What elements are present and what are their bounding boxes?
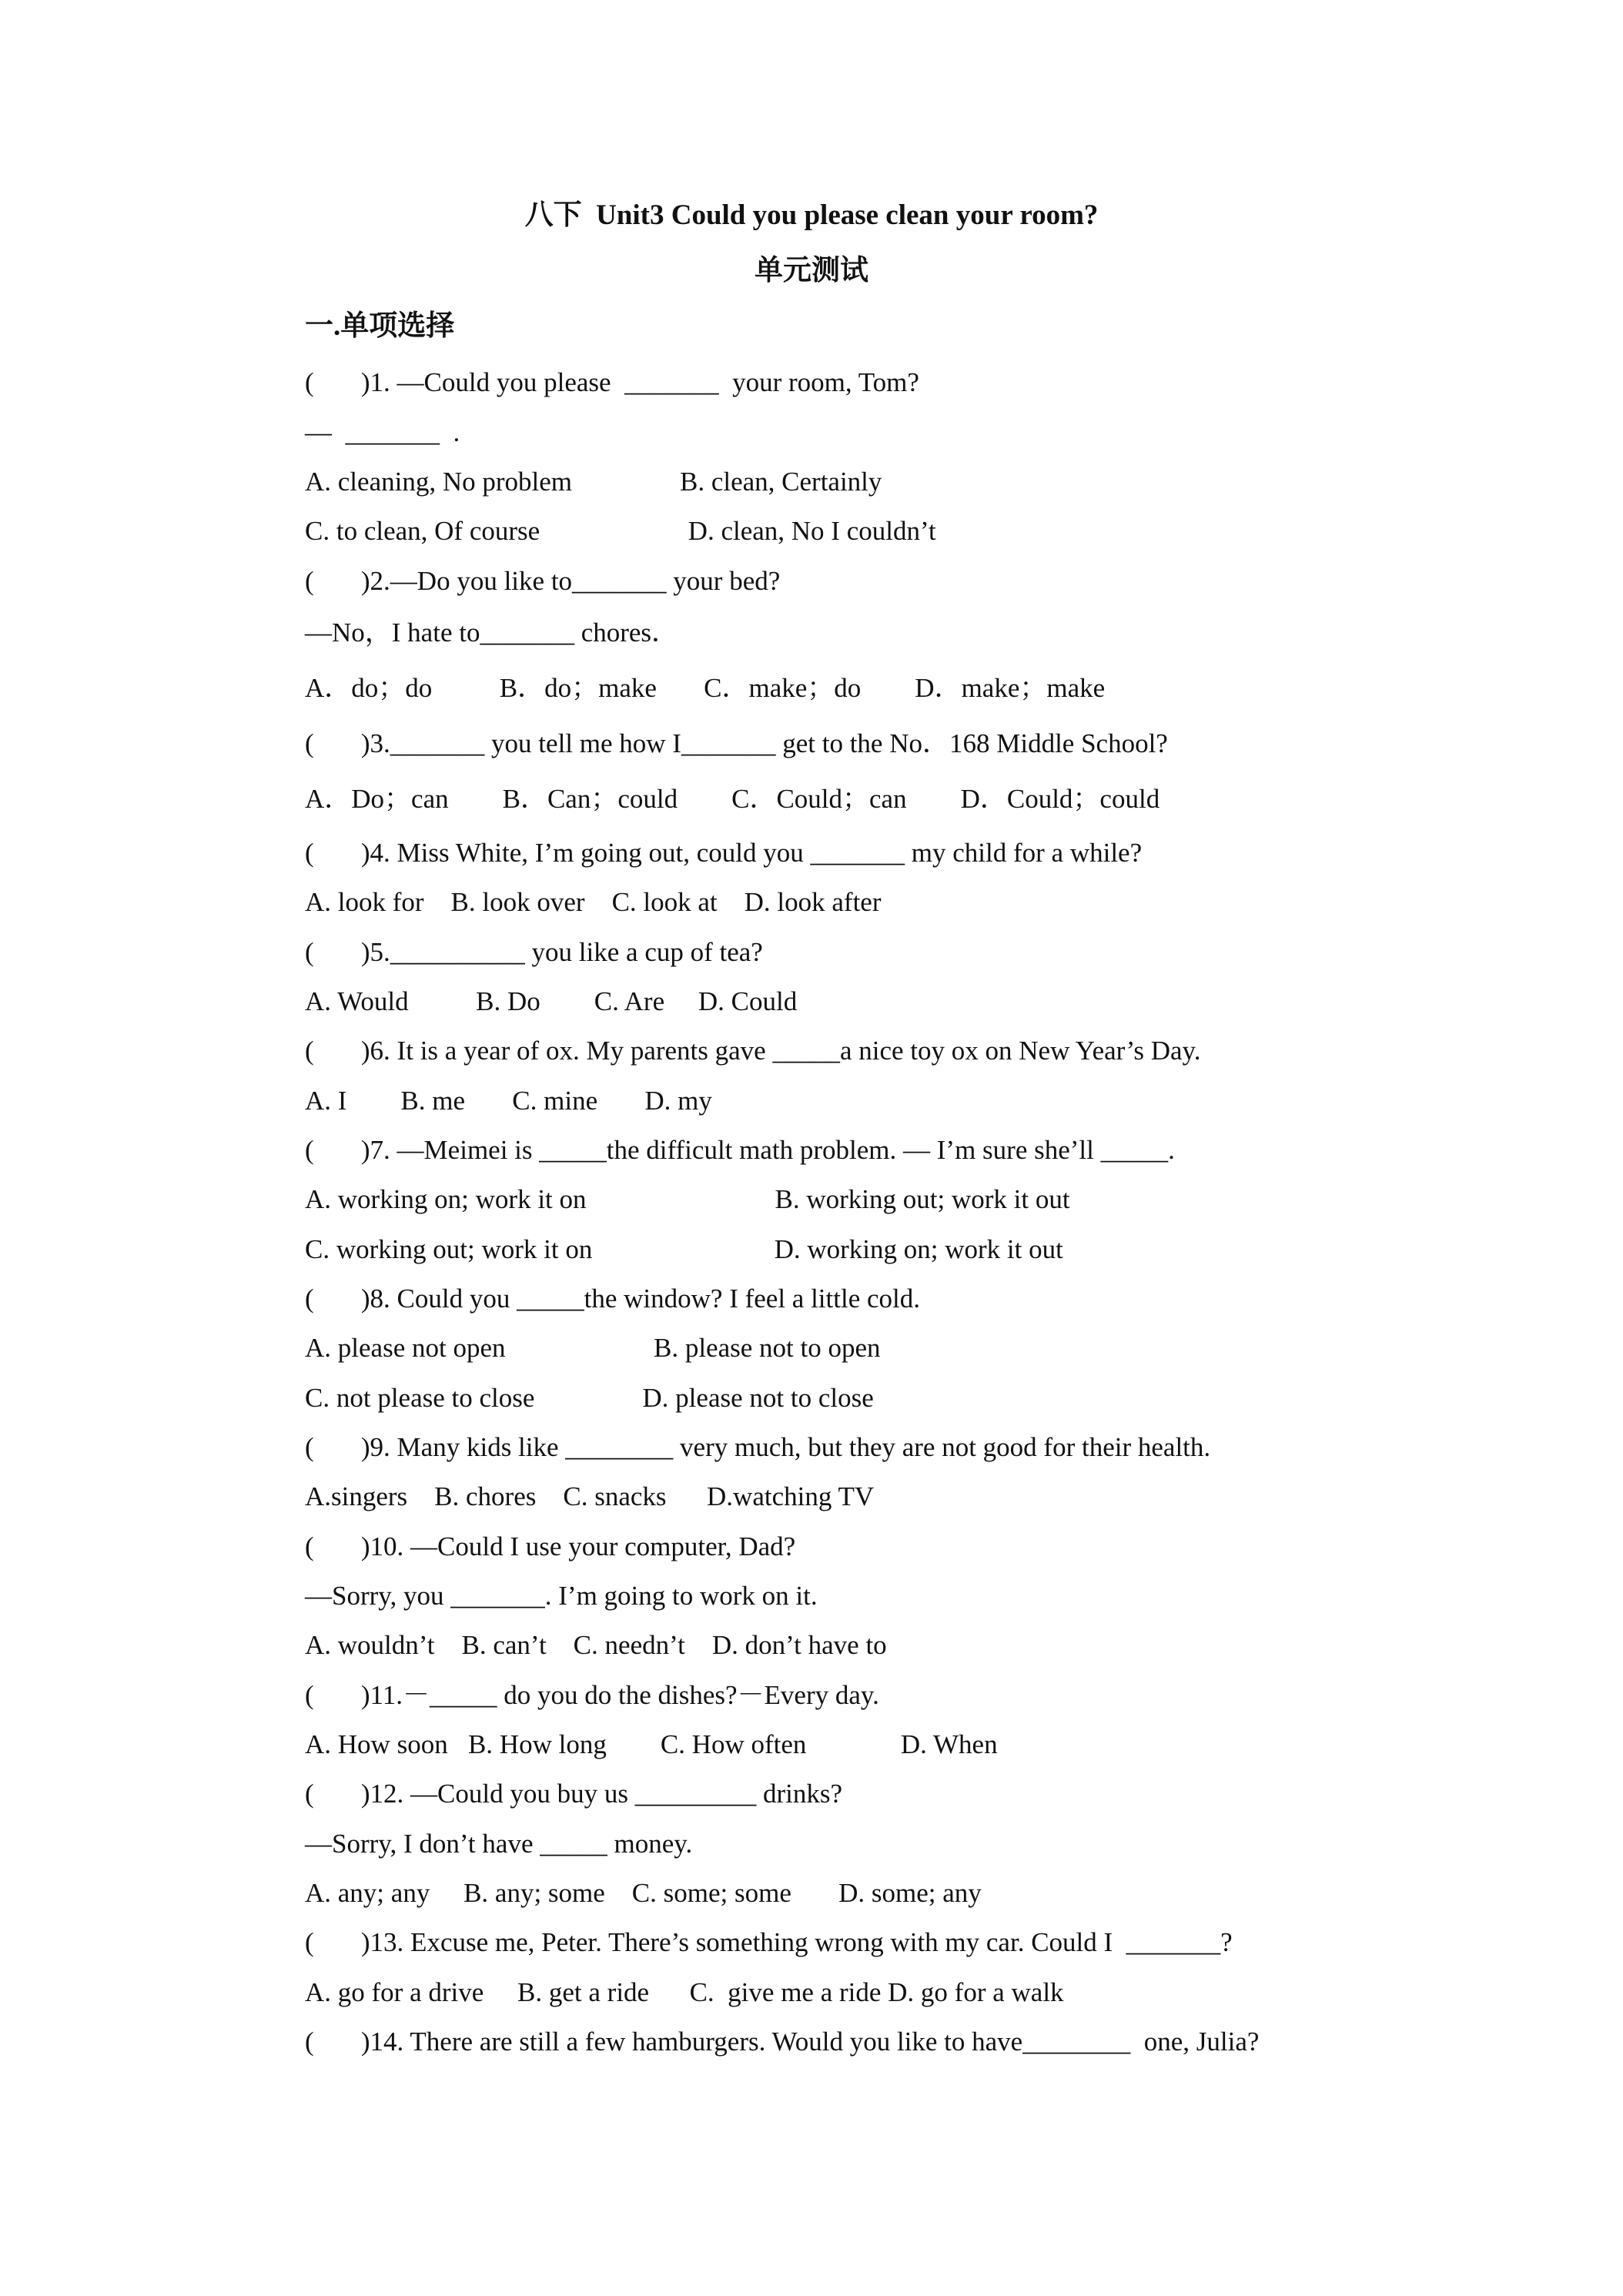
options-6: A. I B. me C. mine D. my [305,1086,712,1116]
options-11: A. How soon B. How long C. How often D. When [305,1729,998,1759]
options-1b: C. to clean, Of course D. clean, No I couldn’t [305,516,936,546]
question-2: ( )2.—Do you like to_______ your bed? [305,566,781,596]
question-6: ( )6. It is a year of ox. My parents gave _____a nice toy ox on New Year’s Day. [305,1036,1201,1066]
options-13: A. go for a drive B. get a ride C. give me a ride D. go for a walk [305,1977,1064,2007]
options-1a: A. cleaning, No problem B. clean, Certainly [305,467,882,497]
question-9: ( )9. Many kids like ________ very much, but they are not good for their health. [305,1432,1211,1462]
question-1: ( )1. —Could you please _______ your room, Tom? [305,367,919,397]
document-subtitle: 单元测试 [755,255,868,286]
answer-line-10: —Sorry, you _______. I’m going to work on it. [305,1581,818,1611]
question-7: ( )7. —Meimei is _____the difficult math problem. — I’m sure she’ll _____. [305,1135,1175,1165]
question-11: ( )11.－_____ do you do the dishes?－Every day. [305,1680,879,1710]
options-10: A. wouldn’t B. can’t C. needn’t D. don’t have to [305,1630,887,1660]
options-4: A. look for B. look over C. look at D. look after [305,887,882,917]
question-5: ( )5.__________ you like a cup of tea? [305,937,763,967]
answer-line-12: —Sorry, I don’t have _____ money. [305,1829,693,1859]
options-8b: C. not please to close D. please not to close [305,1383,874,1413]
options-2: A．do；do B．do；make C．make；do D．make；make [305,673,1106,703]
section-heading: 一.单项选择 [305,310,455,342]
answer-line-2: —No，I hate to_______ chores． [305,618,679,648]
question-4: ( )4. Miss White, I’m going out, could you _______ my child for a while? [305,838,1143,868]
options-8a: A. please not open B. please not to open [305,1333,881,1363]
options-9: A.singers B. chores C. snacks D.watching TV [305,1481,875,1511]
question-12: ( )12. —Could you buy us _________ drinks? [305,1779,843,1809]
question-14: ( )14. There are still a few hamburgers. Would you like to have________ one, Julia? [305,2027,1260,2057]
question-3: ( )3._______ you tell me how I_______ get to the No．168 Middle School? [305,728,1168,758]
options-7a: A. working on; work it on B. working out; work it out [305,1184,1070,1214]
document-title: 八下 Unit3 Could you please clean your room? [524,199,1099,231]
question-10: ( )10. —Could I use your computer, Dad? [305,1531,796,1561]
options-3: A．Do；can B．Can；could C．Could；can D．Could；could [305,784,1160,814]
question-8: ( )8. Could you _____the window? I feel a little cold. [305,1284,921,1314]
options-5: A. Would B. Do C. Are D. Could [305,986,798,1016]
options-12: A. any; any B. any; some C. some; some D. some; any [305,1878,982,1908]
options-7b: C. working out; work it on D. working on; work it out [305,1234,1063,1264]
question-13: ( )13. Excuse me, Peter. There’s something wrong with my car. Could I _______? [305,1927,1233,1957]
answer-line-1: — _______ . [305,417,460,447]
